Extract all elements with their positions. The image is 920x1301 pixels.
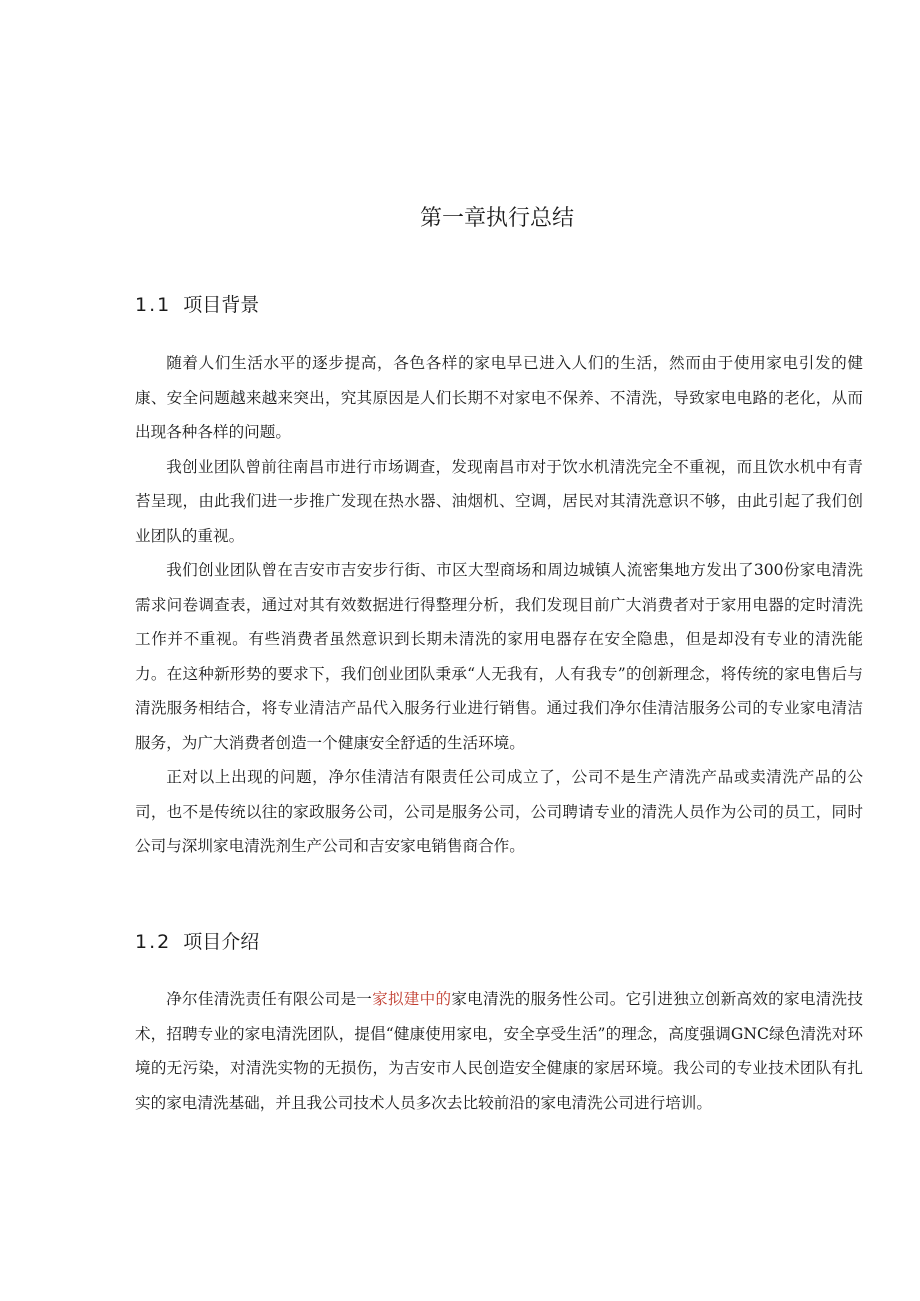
section-heading-project-background — [135, 290, 259, 320]
section-title: 项目介绍 — [183, 931, 260, 953]
paragraph: 我创业团队曾前往南昌市进行市场调查，发现南昌市对于饮水机清洗完全不重视，而且饮水机中有青苔呈现，由此我们进一步推广发现在热水器、油烟机、空调，居民对其清洗意识不够，由此引起了我们创业团队的重视。 — [135, 457, 863, 545]
paragraph-text-after: 家电清洗的服务性公司。它引进独立创新高效的家电清洗技术，招聘专业的家电清洗团队，提倡“健康使用家电，安全享受生活”的理念，高度强调GNC绿色清洗对环境的无污染，对清洗实物的无损伤，为吉安市人民创造安全健康的家居环境。我公司的专业技术团队有扎实的家电清洗基础，并且我公司技术人员多次去比较前沿的家电清洗公司进行培训。 — [135, 990, 863, 1112]
section-body-project-intro — [135, 982, 863, 1120]
section-number: 1.2 — [135, 931, 172, 953]
paragraph: 随着人们生活水平的逐步提高，各色各样的家电早已进入人们的生活，然而由于使用家电引发的健康、安全问题越来越来突出，究其原因是人们长期不对家电不保养、不清洗，导致家电电路的老化，从而出现各种各样的问题。 — [135, 354, 863, 441]
section-heading-project-intro — [135, 927, 259, 957]
paragraph — [135, 982, 863, 1120]
paragraph: 我们创业团队曾在吉安市吉安步行街、市区大型商场和周边城镇人流密集地方发出了300份家电清洗需求问卷调查表，通过对其有效数据进行得整理分析，我们发现目前广大消费者对于家用电器的定时清洗工作并不重视。有些消费者虽然意识到长期未清洗的家用电器存在安全隐患，但是却没有专业的清洗能力。在这种新形势的要求下，我们创业团队秉承“人无我有，人有我专”的创新理念，将传统的家电售后与清洗服务相结合，将专业清洁产品代入服务行业进行销售。通过我们净尔佳清洁服务公司的专业家电清洁服务，为广大消费者创造一个健康安全舒适的生活环境。 — [135, 561, 863, 752]
highlighted-text: 家拟建中的 — [372, 990, 452, 1008]
section-title: 项目背景 — [183, 294, 260, 316]
chapter-title: 第一章执行总结 — [419, 206, 574, 231]
section-number: 1.1 — [135, 294, 172, 316]
paragraph-text-before: 净尔佳清洗责任有限公司是一 — [166, 990, 373, 1008]
paragraph: 正对以上出现的问题，净尔佳清洁有限责任公司成立了，公司不是生产清洗产品或卖清洗产品的公司，也不是传统以往的家政服务公司，公司是服务公司，公司聘请专业的清洗人员作为公司的员工，同时公司与深圳家电清洗剂生产公司和吉安家电销售商合作。 — [135, 768, 863, 855]
section-body-project-background — [135, 346, 863, 864]
